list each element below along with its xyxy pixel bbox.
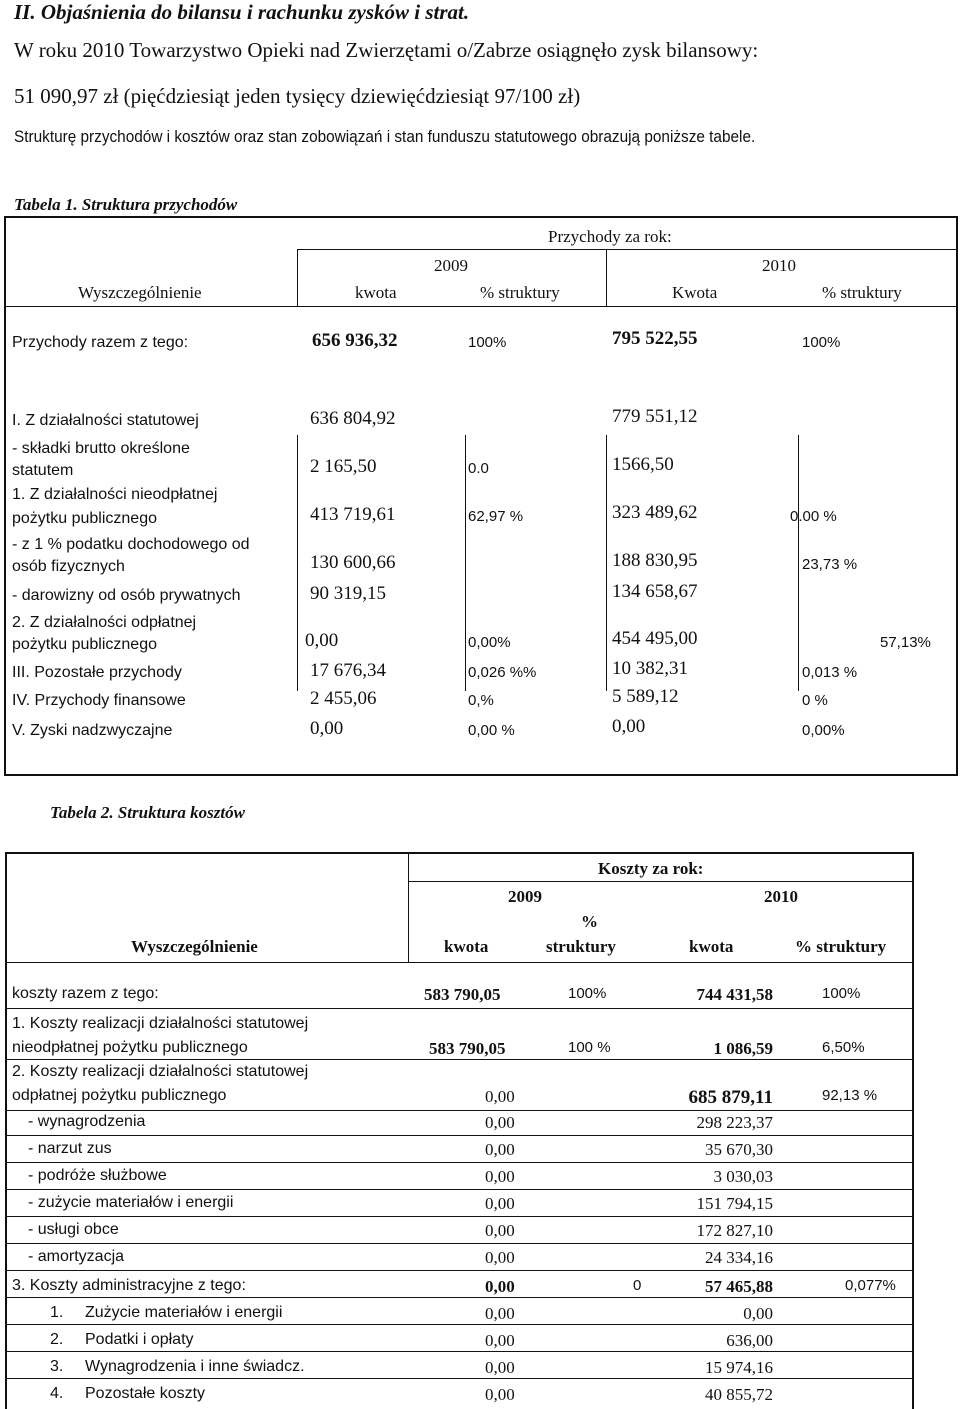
table1-rule — [297, 435, 298, 691]
table1-rule — [606, 250, 607, 306]
table2-share-2009: 100 % — [568, 1039, 611, 1056]
table2-row-divider — [5, 1270, 914, 1271]
table1-share-2010: 23,73 % — [802, 556, 858, 573]
table2-amount-2009: 0,00 — [485, 1304, 515, 1323]
table2-row-divider — [5, 1008, 914, 1009]
intro-line-2: 51 090,97 zł (pięćdziesiąt jeden tysięcy dziewięćdziesiąt 97/100 zł) — [14, 84, 581, 108]
table1-amount-2010: 0,00 — [612, 716, 646, 737]
table2-row-label: 2. Koszty realizacji działalności statutowej — [12, 1063, 309, 1080]
table1-share-2009: 0,% — [468, 692, 494, 709]
table1-amount-2009: 90 319,15 — [310, 583, 386, 604]
table2-amount-2010: 35 670,30 — [705, 1140, 773, 1159]
table1-row-label-cont: statutem — [12, 462, 74, 479]
table1-row-label-cont: pożytku publicznego — [12, 510, 157, 527]
table2-amount-2009: 0,00 — [485, 1221, 515, 1240]
table1-amount-2009: 656 936,32 — [312, 330, 398, 351]
table1-year-2009: 2009 — [434, 256, 468, 275]
table1-amount-2009: 0,00 — [305, 630, 339, 651]
table1-col-amount-2010: Kwota — [672, 283, 718, 302]
table1-amount-2010: 5 589,12 — [612, 686, 679, 707]
table2-share-2010: 100% — [822, 985, 861, 1002]
table1-rule — [606, 435, 607, 691]
table2-caption: Tabela 2. Struktura kosztów — [50, 803, 245, 822]
table1-share-2010: 57,13% — [880, 634, 931, 651]
table1-amount-2009: 130 600,66 — [310, 552, 396, 573]
table1-share-2009: 100% — [468, 334, 507, 351]
table2-rule — [408, 852, 409, 962]
table2-share-2010: 92,13 % — [822, 1087, 878, 1104]
table2-row-divider — [5, 1297, 914, 1298]
table1-row-label: 2. Z działalności odpłatnej — [12, 614, 197, 631]
table1-amount-2009: 2 165,50 — [310, 456, 377, 477]
table2-col-share-2010: % struktury — [795, 937, 887, 956]
table2-col-description: Wyszczególnienie — [131, 937, 258, 956]
table1-share-2010: 0.00 % — [790, 508, 837, 525]
table2-col-amount-2010: kwota — [689, 937, 734, 956]
table2-row-number: 1. — [50, 1304, 64, 1321]
table1-share-2010: 0,013 % — [802, 664, 858, 681]
table2-row-label: 3. Koszty administracyjne z tego: — [12, 1277, 246, 1294]
table2-row-label-cont: nieodpłatnej pożytku publicznego — [12, 1039, 248, 1056]
table2-amount-2010: 15 974,16 — [705, 1358, 773, 1377]
table2-amount-2009: 0,00 — [485, 1087, 515, 1106]
table2-amount-2010: 40 855,72 — [705, 1385, 773, 1404]
table2-row-number: 4. — [50, 1385, 64, 1402]
table2-amount-2009: 583 790,05 — [429, 1039, 506, 1058]
table2-row-label: Wynagrodzenia i inne świadcz. — [85, 1358, 305, 1375]
table1-row-label: V. Zyski nadzwyczajne — [12, 722, 173, 739]
table1-row-label-cont: pożytku publicznego — [12, 636, 157, 653]
table2-amount-2010: 3 030,03 — [713, 1167, 773, 1186]
table2-rule — [408, 881, 913, 882]
table2-share-2010: 0,077% — [845, 1277, 896, 1294]
table1-share-2009: 62,97 % — [468, 508, 524, 525]
table1-amount-2009: 2 455,06 — [310, 688, 377, 709]
table2-amount-2010: 172 827,10 — [696, 1221, 773, 1240]
table1-row-label: 1. Z działalności nieodpłatnej — [12, 486, 218, 503]
table2-row-divider — [5, 1324, 914, 1325]
table1-rule — [465, 435, 466, 691]
table2-row-divider — [5, 1351, 914, 1352]
table1-row-label: III. Pozostałe przychody — [12, 664, 182, 681]
table1-amount-2009: 17 676,34 — [310, 660, 386, 681]
table2-amount-2009: 0,00 — [485, 1167, 515, 1186]
table1-share-2009: 0,026 %% — [468, 664, 537, 681]
table2-amount-2009: 0,00 — [485, 1113, 515, 1132]
table2-row-divider — [5, 1189, 914, 1190]
table2-amount-2009: 0,00 — [485, 1385, 515, 1404]
table2-col-share-2009-b: struktury — [546, 937, 616, 956]
table1-share-2010: 0,00% — [802, 722, 845, 739]
table2-row-label: 1. Koszty realizacji działalności statutowej — [12, 1015, 309, 1032]
table2-amount-2010: 57 465,88 — [705, 1277, 773, 1296]
table2-row-divider — [5, 1135, 914, 1136]
table1-row-label: - składki brutto określone — [12, 440, 190, 457]
table2-group-header: Koszty za rok: — [598, 859, 704, 878]
table2-row-label: Zużycie materiałów i energii — [85, 1304, 283, 1321]
table1-col-share-2010: % struktury — [822, 283, 902, 302]
table1-rule — [297, 250, 298, 306]
table2-row-divider — [5, 1378, 914, 1379]
table1-rule — [798, 435, 799, 691]
table2-amount-2010: 298 223,37 — [696, 1113, 773, 1132]
table2-row-divider — [5, 1059, 914, 1060]
table2-amount-2010: 151 794,15 — [696, 1194, 773, 1213]
table1-row-label: - darowizny od osób prywatnych — [12, 587, 241, 604]
intro-line-3: Strukturę przychodów i kosztów oraz stan zobowiązań i stan funduszu statutowego obrazują poniższe tabele. — [14, 128, 756, 146]
table1-group-header: Przychody za rok: — [548, 227, 672, 246]
table2-row-label: Podatki i opłaty — [85, 1331, 194, 1348]
table2-amount-2009: 0,00 — [485, 1331, 515, 1350]
table1-col-amount-2009: kwota — [355, 283, 397, 302]
table1-row-label: I. Z działalności statutowej — [12, 412, 199, 429]
table2-year-2009: 2009 — [508, 887, 542, 906]
table2-row-label: - zużycie materiałów i energii — [28, 1194, 234, 1211]
table1-amount-2010: 188 830,95 — [612, 550, 698, 571]
table2-row-divider — [5, 1243, 914, 1244]
table2-row-divider — [5, 1162, 914, 1163]
table2-col-share-2009-a: % — [581, 912, 598, 931]
table1-amount-2010: 1566,50 — [612, 454, 674, 475]
table1-rule — [297, 249, 956, 250]
table1-amount-2009: 0,00 — [310, 718, 344, 739]
table2-row-number: 2. — [50, 1331, 64, 1348]
table1-year-2010: 2010 — [762, 256, 796, 275]
table2-share-2009: 100% — [568, 985, 607, 1002]
table2-row-label: - podróże służbowe — [28, 1167, 167, 1184]
table1-share-2009: 0.0 — [468, 460, 489, 477]
table1-amount-2010: 10 382,31 — [612, 658, 688, 679]
table1-amount-2009: 636 804,92 — [310, 408, 396, 429]
table1-row-label: - z 1 % podatku dochodowego od — [12, 536, 250, 553]
table2-share-2010: 6,50% — [822, 1039, 865, 1056]
table2-amount-2009: 0,00 — [485, 1248, 515, 1267]
table1-amount-2010: 779 551,12 — [612, 406, 698, 427]
table1-share-2009: 0,00 % — [468, 722, 515, 739]
table2-amount-2009: 0,00 — [485, 1277, 515, 1296]
table2-amount-2009: 583 790,05 — [424, 985, 501, 1004]
table2-row-label: - amortyzacja — [28, 1248, 125, 1265]
table2-amount-2010: 685 879,11 — [688, 1087, 773, 1108]
table1-amount-2009: 413 719,61 — [310, 504, 396, 525]
table1-col-share-2009: % struktury — [480, 283, 560, 302]
section-heading: II. Objaśnienia do bilansu i rachunku zysków i strat. — [14, 0, 470, 24]
intro-line-1: W roku 2010 Towarzystwo Opieki nad Zwierzętami o/Zabrze osiągnęło zysk bilansowy: — [14, 38, 759, 62]
table2-row-label-cont: odpłatnej pożytku publicznego — [12, 1087, 227, 1104]
table1-row-label: Przychody razem z tego: — [12, 334, 189, 351]
table1-caption: Tabela 1. Struktura przychodów — [14, 195, 238, 214]
table2-col-amount-2009: kwota — [444, 937, 489, 956]
table2-row-number: 3. — [50, 1358, 64, 1375]
table1-amount-2010: 454 495,00 — [612, 628, 698, 649]
table1-share-2010: 100% — [802, 334, 841, 351]
table1-rule — [4, 306, 958, 307]
table2-row-label: - wynagrodzenia — [28, 1113, 146, 1130]
table2-amount-2010: 24 334,16 — [705, 1248, 773, 1267]
table1-share-2010: 0 % — [802, 692, 828, 709]
table2-row-label: Pozostałe koszty — [85, 1385, 206, 1402]
table2-share-2009: 0 — [633, 1277, 642, 1294]
table2-rule — [5, 962, 914, 963]
table2-amount-2010: 0,00 — [743, 1304, 773, 1323]
table2-amount-2009: 0,00 — [485, 1194, 515, 1213]
table2-amount-2010: 1 086,59 — [713, 1039, 773, 1058]
table2-amount-2009: 0,00 — [485, 1140, 515, 1159]
table1-amount-2010: 134 658,67 — [612, 581, 698, 602]
table1-row-label: IV. Przychody finansowe — [12, 692, 186, 709]
table2-amount-2009: 0,00 — [485, 1358, 515, 1377]
table1-col-description: Wyszczególnienie — [78, 283, 202, 302]
table2-row-divider — [5, 1110, 914, 1111]
table1-row-label-cont: osób fizycznych — [12, 558, 125, 575]
table2-row-divider — [5, 1216, 914, 1217]
table1-share-2009: 0,00% — [468, 634, 511, 651]
table2-year-2010: 2010 — [764, 887, 798, 906]
table2-row-label: - narzut zus — [28, 1140, 112, 1157]
table1-amount-2010: 795 522,55 — [612, 328, 698, 349]
table1-amount-2010: 323 489,62 — [612, 502, 698, 523]
table2-amount-2010: 636,00 — [726, 1331, 773, 1350]
table2-row-label: koszty razem z tego: — [12, 985, 159, 1002]
table2-row-label: - usługi obce — [28, 1221, 119, 1238]
table2-amount-2010: 744 431,58 — [696, 985, 773, 1004]
